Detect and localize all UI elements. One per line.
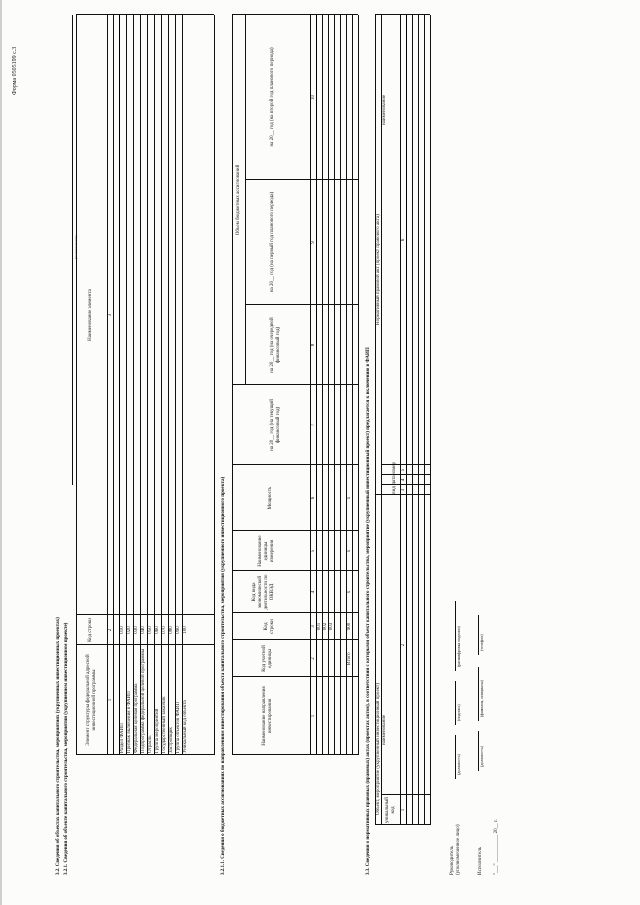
signature-caption: (подпись) [456, 704, 461, 721]
rotated-document: Форма 0505199 с.3 3.2. Сведения об объектах капитального строительства, мероприятиях (укрупненных инвестиционных проектах) 3.2.1. Сведения об объекте капитального строительства, мероприятии (укрупненном инвестиционном проекте) (наименование) Элемент структуры федеральной адресной инвестиционной программы Код строки Наименование элемента 1 2 3 Раздел ФАИП 010 Признак включения в ФАИП 020 Федеральная целевая программа 030 Подпрограмма федеральной целевой программы 040 Отрасль 050 Группа мероприятий 060 Государственный заказчик 070 Застройщик 080 Группа объектов ФАИП 090 Уникальный код объекта 100 3.2.1.1. Сведения о бюджетных ассигнованиях по направлениям инвестирования объекта капитального строительства, мероприятия (укрупненного инвестиционного проекта) Наименование направления инвестирования Код учетной единицы Код строки Код вида экономической деятельности по ОКВЭД Наименование единицы измерения Мощность Объем бюджетных ассигнований на 20__ год (на текущий финансовый год) на 20__ год (на очередной финансовый год) на 20__ год (на первый год планового периода) на 20__ год (на второй год планового периода) 1 2 3 4 5 6 7 8 9 10 001 002 003 Итого 900 x x x 3.3. Сведения о нормативных правовых (правовых) актах (проектах актов), в соответствии с которыми объект капитального строительства, мероприятие (укрупненный инвестиционный проект) предлагается к включению в ФАИП Объект, мероприятие (укрупненный инвестиционный проект) уникальный код наименование Нормативный правовой акт (проект правового акта) вид дата номер наименование 1 2 3 4 5 6 Руководитель (уполномоченное лицо) (должность) (подпись) (расшифровка подписи) Исполнитель (должность) (фамилия, инициалы) (телефон) "___" ___________ 20__ г. [0, 0, 640, 905]
header-capacity: Мощность [268, 486, 273, 510]
decoding-caption: (расшифровка подписи) [456, 626, 461, 667]
header-row-code: Код строки [264, 619, 275, 634]
object-name-header: наименование [382, 714, 387, 745]
header-volume: Объем бюджетных ассигнований [236, 164, 241, 236]
header-direction: Наименование направления инвестирования [262, 686, 273, 746]
form-label: Форма 0505199 с.3 [12, 46, 18, 95]
header-year-plan2: на 20__ год (на второй год планового периода) [270, 47, 275, 147]
col-num-2: 2 [107, 628, 113, 632]
phone-caption: (телефон) [479, 634, 484, 651]
header-year-current: на 20__ год (на текущий финансовый год) [270, 399, 281, 451]
head-sub-label: (уполномоченное лицо) [456, 824, 461, 875]
act-header: Нормативный правовой акт (проект правового акта) [375, 214, 381, 325]
total-x: x [346, 496, 352, 500]
head-label: Руководитель [450, 845, 455, 875]
act-name-header: наименование [382, 94, 387, 125]
position2-caption: (должность) [479, 746, 484, 767]
col-num-1: 1 [107, 698, 113, 702]
header-unit: Наименование единицы измерения [258, 535, 275, 567]
name-hint: (наименование) [74, 235, 78, 259]
header-okved: Код вида экономической деятельности по ОКВЭД [252, 574, 275, 610]
signature-date: "___" ___________ 20__ г. [494, 819, 499, 875]
section-3-3-title: 3.3. Сведения о нормативных правовых (правовых) актах (проектах актов), в соответствии с которыми объект капитального строительства, мероприятие (укрупненный инвестиционный проект) предлагается к включению в ФАИП [366, 347, 371, 875]
object-header: Объект, мероприятие (укрупненный инвестиционный проект) [375, 683, 381, 815]
section-3-2-1-title: 3.2.1. Сведения об объекте капитального строительства, мероприятии (укрупненном инвестиционном проекте) [64, 622, 69, 875]
act-number-header: номер [392, 462, 397, 475]
total-x: x [346, 549, 352, 553]
header-element: Элемент структуры федеральной адресной инвестиционной программы [86, 654, 97, 746]
position-caption: (должность) [456, 754, 461, 775]
header-year-next: на 20__ год (на очередной финансовый год) [270, 317, 281, 373]
act-date-header: дата [392, 475, 397, 485]
total-x: x [346, 590, 352, 594]
header-element-name: Наименование элемента [88, 289, 93, 341]
header-year-plan1: на 20__ год (на первый год планового периода) [270, 191, 275, 293]
fio-caption: (фамилия, инициалы) [479, 680, 484, 717]
row-code: 002 [322, 622, 328, 631]
section-3-2-1-1-title: 3.2.1.1. Сведения о бюджетных ассигнованиях по направлениям инвестирования объекта капитального строительства, мероприятия (укрупненного инвестиционного проекта) [221, 476, 226, 875]
col-num-3: 3 [107, 313, 113, 317]
total-label: Итого [346, 652, 352, 665]
header-accounting-code: Код учетной единицы [262, 645, 273, 672]
row-code: 003 [328, 622, 334, 631]
total-code: 900 [346, 622, 352, 631]
executor-label: Исполнитель [478, 847, 483, 875]
unique-code-header: уникальный код [385, 797, 396, 823]
act-kind-header: вид [392, 486, 397, 494]
section-3-2-title: 3.2. Сведения об объектах капитального строительства, мероприятиях (укрупненных инвестиционных проектах) [56, 617, 61, 875]
header-code: Код строки [88, 618, 93, 642]
row-code: 001 [316, 622, 322, 631]
